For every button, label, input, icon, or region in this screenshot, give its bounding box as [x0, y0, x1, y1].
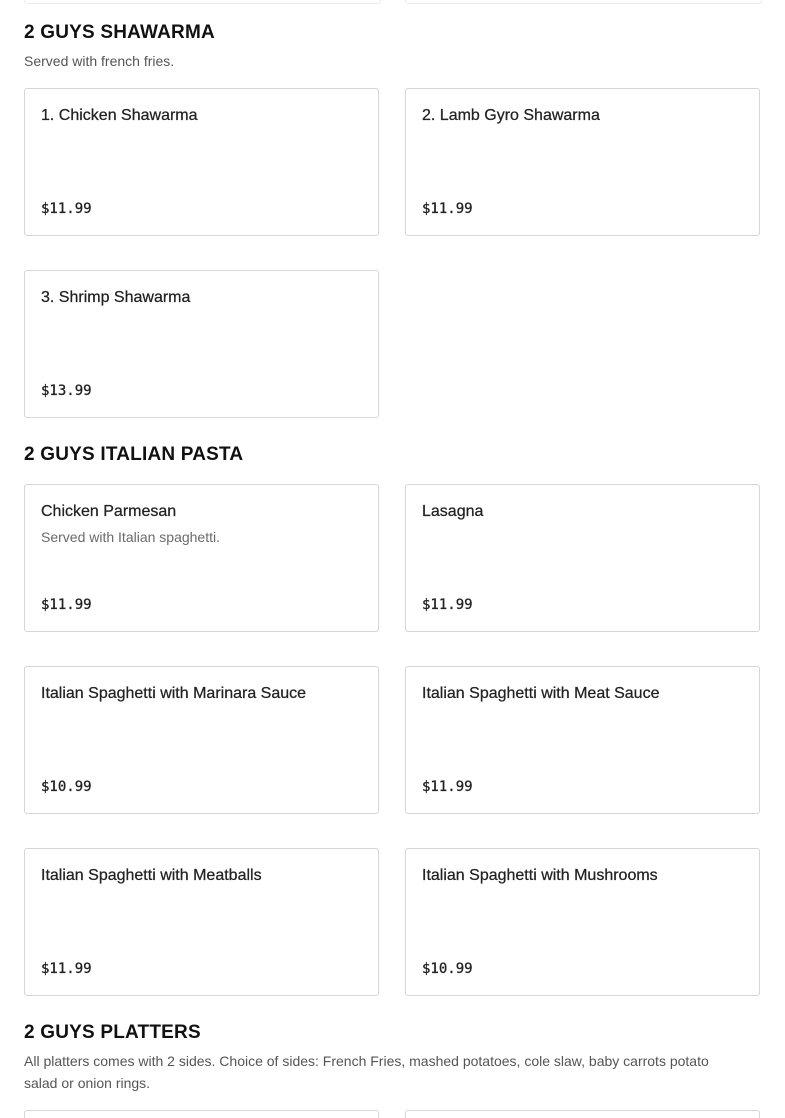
- menu-item-description: Served with Italian spaghetti.: [41, 529, 220, 545]
- menu-item-card[interactable]: [24, 848, 379, 996]
- menu-item-card-partial[interactable]: [24, 1110, 379, 1118]
- menu-item-card[interactable]: [405, 666, 760, 814]
- section-title-shawarma: 2 GUYS SHAWARMA: [24, 22, 215, 43]
- menu-item-card[interactable]: [405, 88, 760, 236]
- menu-item-price: $13.99: [41, 383, 92, 399]
- section-title-platters: 2 GUYS PLATTERS: [24, 1022, 201, 1043]
- menu-item-name: 3. Shrimp Shawarma: [41, 289, 191, 306]
- section-description-shawarma: Served with french fries.: [24, 53, 175, 69]
- menu-item-card[interactable]: [405, 848, 760, 996]
- previous-card-edge-right: [405, 0, 762, 4]
- menu-item-card-partial[interactable]: [405, 1110, 760, 1118]
- menu-item-name: Italian Spaghetti with Marinara Sauce: [41, 685, 307, 702]
- menu-item-name: Lasagna: [422, 503, 484, 520]
- menu-item-name: Italian Spaghetti with Meat Sauce: [422, 685, 660, 702]
- menu-item-name: 1. Chicken Shawarma: [41, 107, 198, 124]
- menu-item-card[interactable]: [24, 484, 379, 632]
- menu-item-name: 2. Lamb Gyro Shawarma: [422, 107, 600, 124]
- menu-item-price: $10.99: [41, 779, 92, 795]
- menu-item-card[interactable]: [24, 88, 379, 236]
- menu-item-price: $10.99: [422, 961, 473, 977]
- menu-item-card[interactable]: [24, 270, 379, 418]
- menu-item-price: $11.99: [422, 779, 473, 795]
- menu-item-price: $11.99: [41, 597, 92, 613]
- menu-item-card[interactable]: [24, 666, 379, 814]
- section-title-italian-pasta: 2 GUYS ITALIAN PASTA: [24, 444, 244, 465]
- menu-item-card[interactable]: [405, 484, 760, 632]
- previous-card-edge-left: [24, 0, 381, 4]
- menu-item-name: Italian Spaghetti with Meatballs: [41, 867, 262, 884]
- section-description-platters: All platters comes with 2 sides. Choice of sides: French Fries, mashed potatoes, cole slaw, baby carrots potato salad or onion rings.: [24, 1053, 709, 1091]
- previous-cards-edge: [24, 0, 761, 4]
- menu-item-name: Italian Spaghetti with Mushrooms: [422, 867, 658, 884]
- menu-item-price: $11.99: [422, 597, 473, 613]
- menu-item-price: $11.99: [41, 201, 92, 217]
- menu-item-price: $11.99: [422, 201, 473, 217]
- menu-item-price: $11.99: [41, 961, 92, 977]
- menu-item-name: Chicken Parmesan: [41, 503, 177, 520]
